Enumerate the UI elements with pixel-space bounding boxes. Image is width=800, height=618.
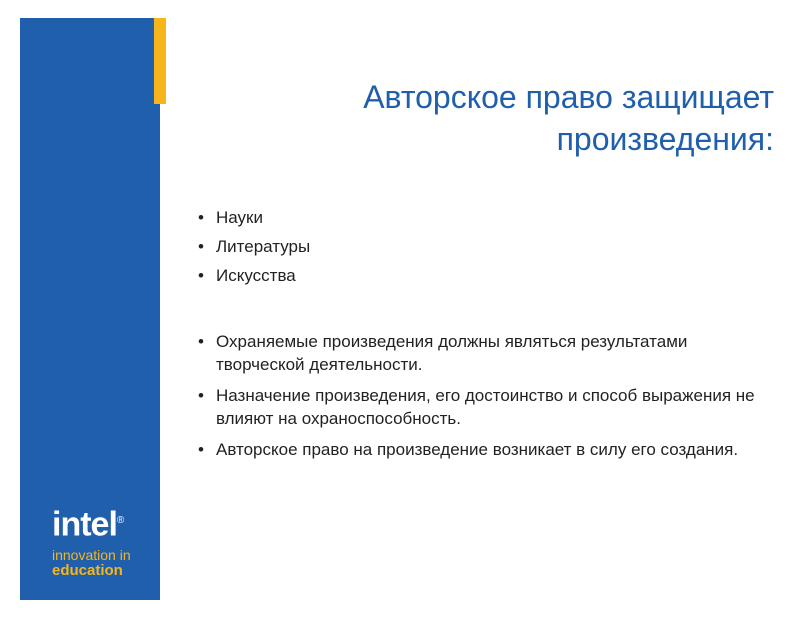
list-item: • Охраняемые произведения должны являться результатами творческой деятельности. <box>198 330 758 376</box>
list-item: • Назначение произведения, его достоинство и способ выражения не влияют на охраноспособность. <box>198 384 758 430</box>
list-item: • Авторское право на произведение возникает в силу его создания. <box>198 438 758 461</box>
list-item: • Литературы <box>198 235 758 258</box>
list-item: • Искусства <box>198 264 758 287</box>
accent-bar <box>154 18 166 104</box>
list-item: • Науки <box>198 206 758 229</box>
title-line-2: произведения: <box>556 121 774 157</box>
intel-logo <box>52 502 147 579</box>
logo-wordmark: intel <box>52 505 117 544</box>
long-bullet-list <box>198 330 758 469</box>
tagline-line-1: innovation in <box>52 547 131 564</box>
slide-title <box>254 76 774 160</box>
short-bullet-list <box>198 206 758 293</box>
tagline-line-2: education <box>52 562 123 580</box>
logo-tagline <box>52 547 147 579</box>
registered-mark-icon: ® <box>116 515 124 526</box>
title-line-1: Авторское право защищает <box>363 79 774 115</box>
